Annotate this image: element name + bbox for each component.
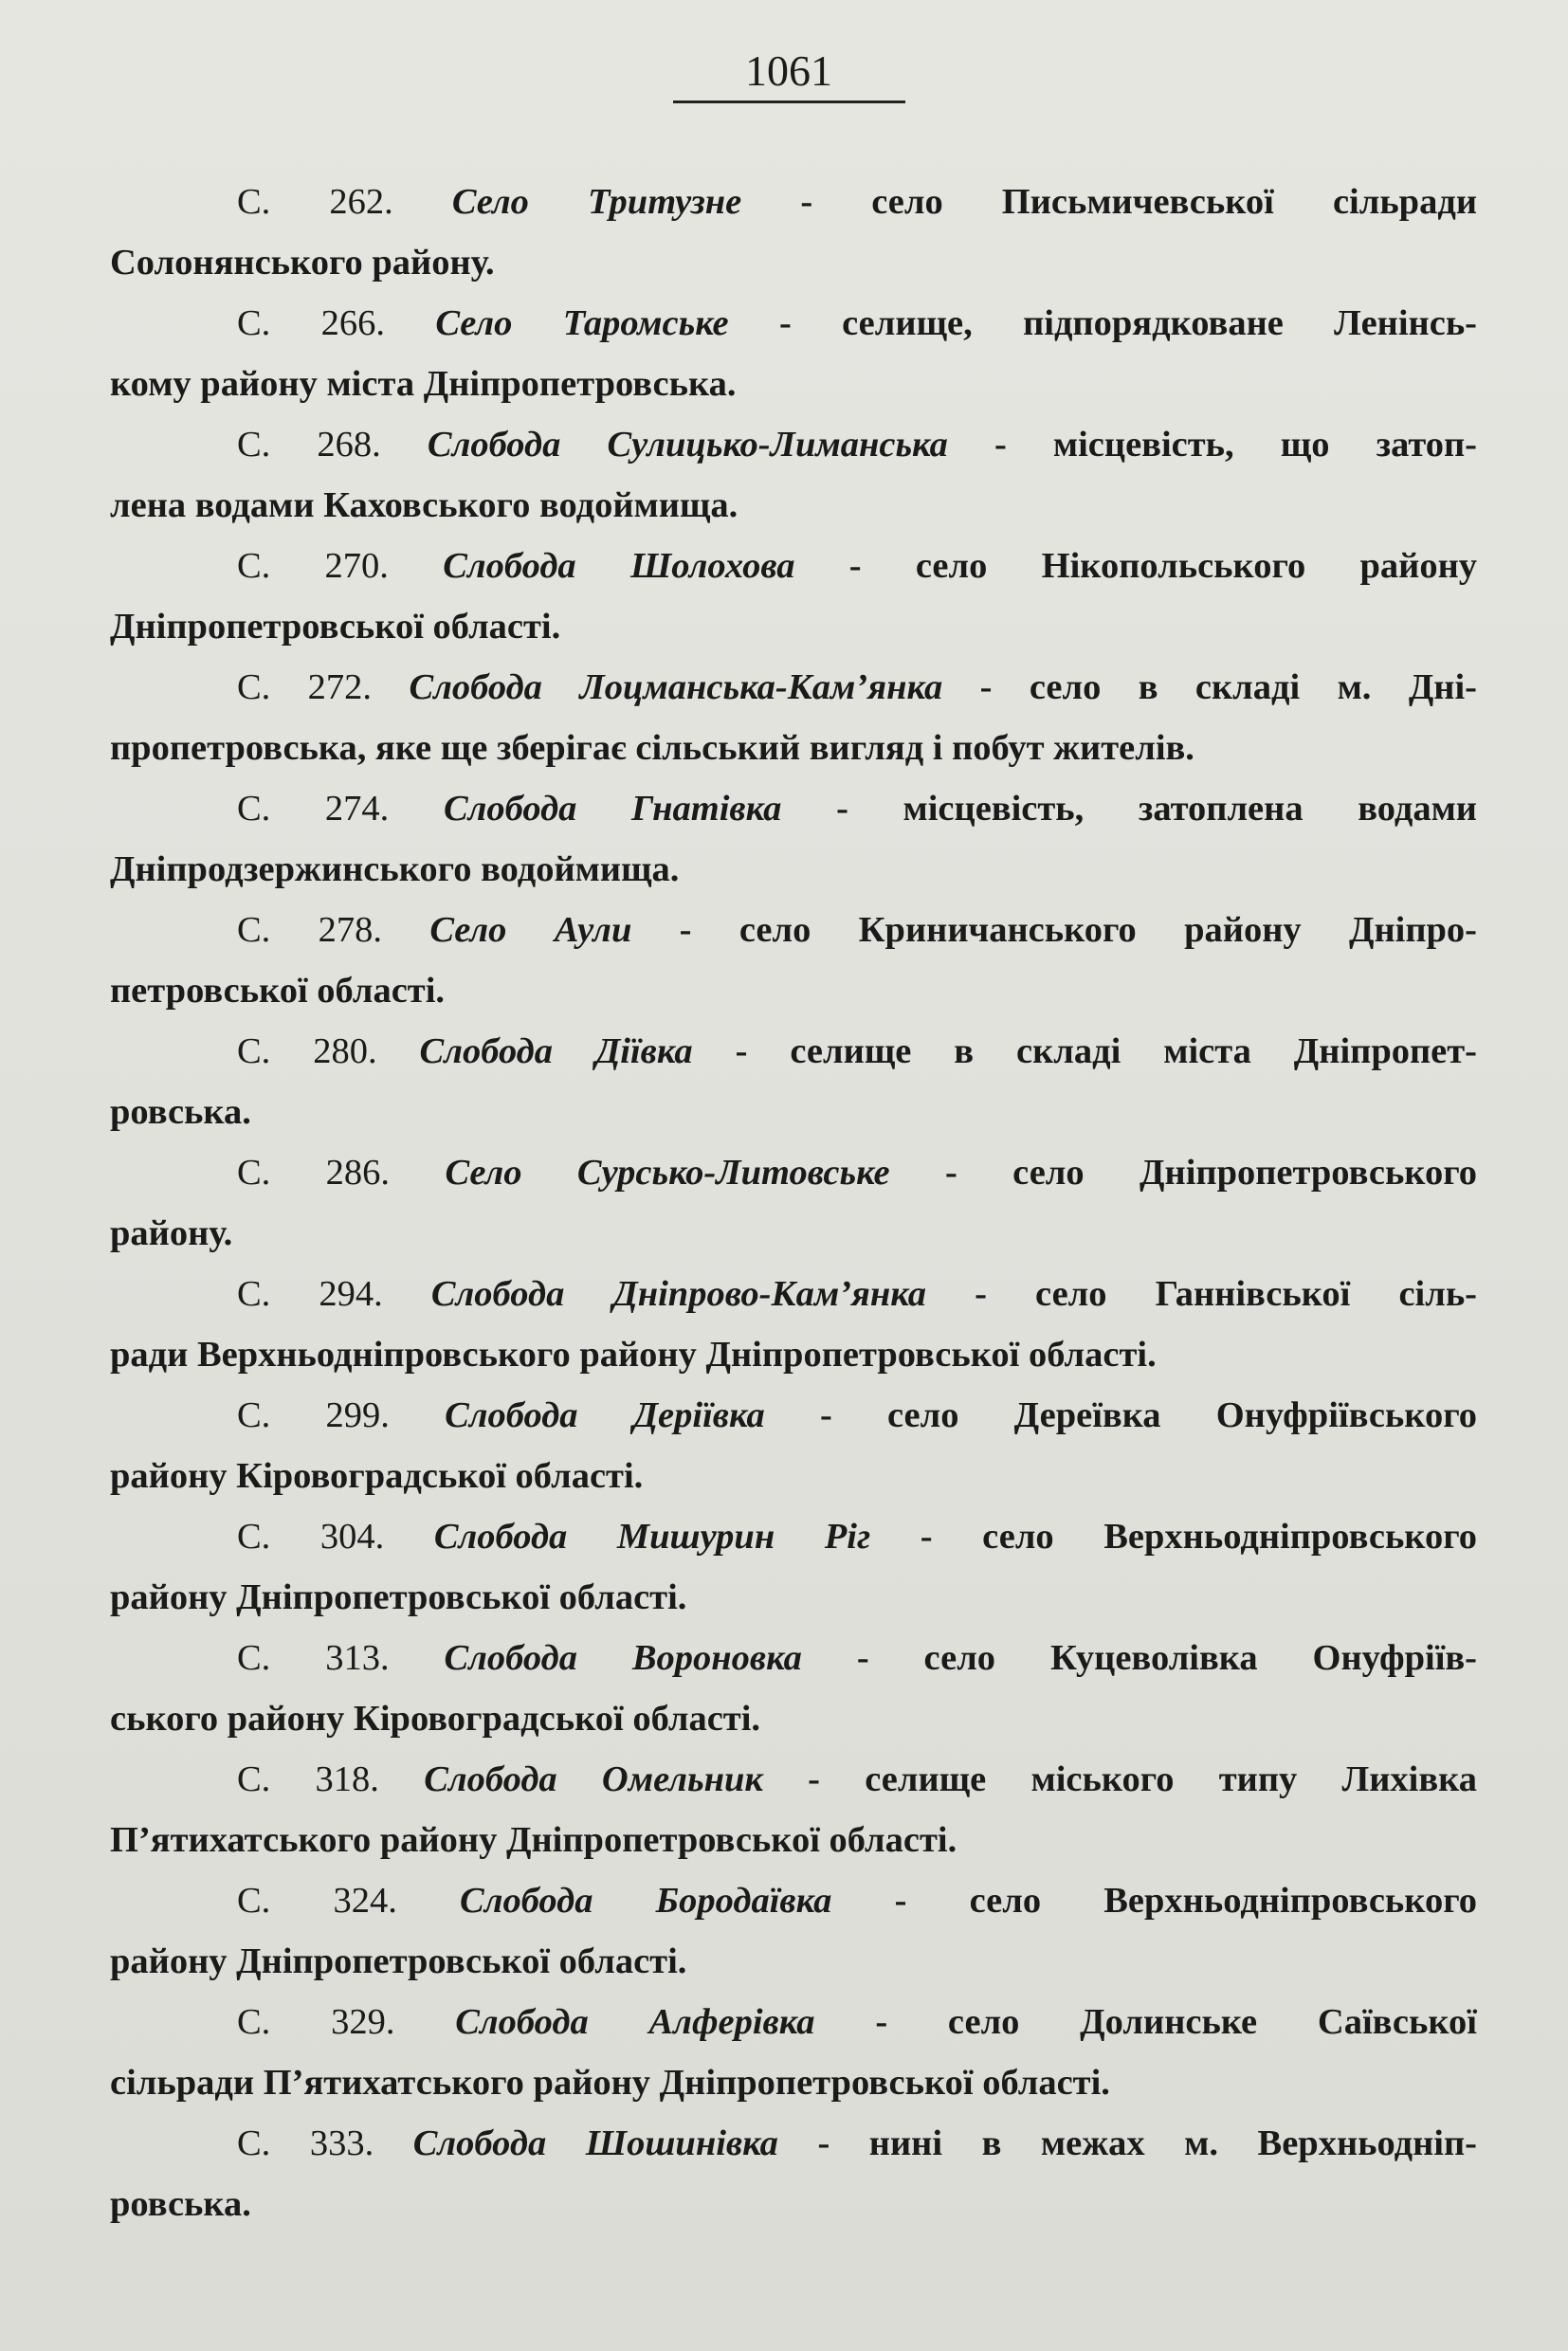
entry-first-line bbox=[110, 1993, 1477, 2053]
entry-continuation-line: Солонянського району. bbox=[110, 242, 495, 282]
entry bbox=[110, 2114, 1477, 2234]
page-number-rule bbox=[673, 100, 905, 103]
entry-place-name: Слобода Алферівка bbox=[455, 2002, 815, 2042]
entry-first-line bbox=[110, 537, 1477, 597]
entry bbox=[110, 1507, 1477, 1628]
entry-page-ref: С. 266. bbox=[237, 303, 385, 343]
entry-place-name: Слобода Бородаївка bbox=[460, 1881, 832, 1921]
entry bbox=[110, 415, 1477, 536]
entry-page-ref: С. 333. bbox=[237, 2123, 374, 2163]
page-number: 1061 bbox=[745, 46, 832, 95]
entry-place-name: Слобода Діївка bbox=[419, 1031, 693, 1071]
entry-description: - село Нікопольського району bbox=[794, 546, 1477, 586]
entry-description: - село Куцеволівка Онуфріїв- bbox=[801, 1638, 1478, 1678]
entry-place-name: Слобода Деріївка bbox=[445, 1395, 765, 1435]
entry-description: - село в складі м. Дні- bbox=[942, 667, 1478, 707]
entry-continuation-line: Дніпропетровської області. bbox=[110, 606, 561, 647]
entry-continuation-line: району. bbox=[110, 1212, 233, 1253]
entry-page-ref: С. 329. bbox=[237, 2002, 395, 2042]
entry-place-name: Слобода Лоцманська-Кам’янка bbox=[409, 667, 943, 707]
entry-page-ref: С. 324. bbox=[237, 1881, 397, 1921]
entry-continuation-line: петровської області. bbox=[110, 970, 446, 1011]
entry-place-name: Слобода Омельник bbox=[424, 1759, 763, 1799]
entry bbox=[110, 294, 1477, 414]
entry-place-name: Слобода Сулицько-Лиманська bbox=[427, 425, 948, 465]
entry-description: - село Письмичевської сільради bbox=[741, 182, 1478, 222]
entry-first-line bbox=[110, 779, 1477, 840]
entry-page-ref: С. 268. bbox=[237, 425, 381, 465]
entry-continuation-line: ровська. bbox=[110, 2183, 251, 2224]
entry bbox=[110, 173, 1477, 293]
entry-first-line bbox=[110, 1629, 1477, 1689]
entry-first-line bbox=[110, 901, 1477, 961]
entry-page-ref: С. 270. bbox=[237, 546, 389, 586]
entry-first-line bbox=[110, 1265, 1477, 1325]
entry-description: - місцевість, затоплена водами bbox=[781, 789, 1477, 829]
entry-page-ref: С. 318. bbox=[237, 1759, 379, 1799]
entry-first-line bbox=[110, 1386, 1477, 1447]
entry-first-line bbox=[110, 294, 1477, 355]
entry bbox=[110, 1386, 1477, 1506]
entry-first-line bbox=[110, 173, 1477, 233]
entry-description: - селище, підпорядковане Ленінсь- bbox=[728, 303, 1478, 343]
entry-continuation-line: ради Верхньодніпровського району Дніпропетровської області. bbox=[110, 1334, 1157, 1375]
entry-page-ref: С. 274. bbox=[237, 789, 390, 829]
entry bbox=[110, 1143, 1477, 1264]
entry bbox=[110, 901, 1477, 1021]
entry-description: - селище в складі міста Дніпропет- bbox=[692, 1031, 1477, 1071]
entry-description: - село Верхньодніпровського bbox=[870, 1517, 1478, 1557]
entry-place-name: Село Тритузне bbox=[451, 182, 742, 222]
entry bbox=[110, 1265, 1477, 1385]
entry-page-ref: С. 280. bbox=[237, 1031, 377, 1071]
entry-first-line bbox=[110, 1022, 1477, 1083]
entry-continuation-line: П’ятихатського району Дніпропетровської області. bbox=[110, 1819, 957, 1860]
entry-description: - село Ганнівської сіль- bbox=[926, 1274, 1478, 1314]
entry-description: - село Криничанського району Дніпро- bbox=[631, 910, 1477, 950]
entry-first-line bbox=[110, 1750, 1477, 1811]
entry-place-name: Село Таромське bbox=[435, 303, 729, 343]
entry bbox=[110, 658, 1477, 778]
entry-first-line bbox=[110, 1871, 1477, 1932]
entry-place-name: Слобода Дніпрово-Кам’янка bbox=[430, 1274, 927, 1314]
entry-first-line bbox=[110, 658, 1477, 719]
entry bbox=[110, 1871, 1477, 1992]
entry-continuation-line: ровська. bbox=[110, 1091, 251, 1132]
entry-description: - село Дніпропетровського bbox=[889, 1153, 1478, 1193]
entry-continuation-line: кому району міста Дніпропетровська. bbox=[110, 363, 737, 404]
entry-page-ref: С. 286. bbox=[237, 1153, 391, 1193]
entry bbox=[110, 1022, 1477, 1142]
entry-place-name: Слобода Шошинівка bbox=[412, 2123, 778, 2163]
entry-first-line bbox=[110, 2114, 1477, 2175]
entry bbox=[110, 1993, 1477, 2113]
entry-place-name: Слобода Вороновка bbox=[444, 1638, 802, 1678]
entry-description: - селище міського типу Лихівка bbox=[762, 1759, 1478, 1799]
entry-page-ref: С. 262. bbox=[237, 182, 393, 222]
entry-first-line bbox=[110, 1507, 1477, 1568]
entry-description: - місцевість, що затоп- bbox=[947, 425, 1477, 465]
entry-place-name: Село Сурсько-Литовське bbox=[445, 1153, 890, 1193]
entry-place-name: Слобода Гнатівка bbox=[443, 789, 782, 829]
entry-continuation-line: району Дніпропетровської області. bbox=[110, 1941, 687, 1981]
entry-place-name: Слобода Шолохова bbox=[443, 546, 795, 586]
entry-continuation-line: лена водами Каховського водоймища. bbox=[110, 484, 738, 525]
entry-continuation-line: району Дніпропетровської області. bbox=[110, 1576, 687, 1617]
entry-page-ref: С. 313. bbox=[237, 1638, 390, 1678]
entry-place-name: Слобода Мишурин Ріг bbox=[433, 1517, 871, 1557]
entry-page-ref: С. 278. bbox=[237, 910, 382, 950]
entry-continuation-line: ського району Кіровоградської області. bbox=[110, 1698, 761, 1739]
entry bbox=[110, 1750, 1477, 1870]
entry-first-line bbox=[110, 1143, 1477, 1204]
entry-page-ref: С. 299. bbox=[237, 1395, 390, 1435]
entries-list bbox=[110, 173, 1477, 2235]
entry-continuation-line: Дніпродзержинського водоймища. bbox=[110, 848, 680, 889]
entry-description: - село Дереївка Онуфріївського bbox=[764, 1395, 1477, 1435]
entry-description: - село Верхньодніпровського bbox=[831, 1881, 1477, 1921]
entry bbox=[110, 779, 1477, 900]
entry-continuation-line: району Кіровоградської області. bbox=[110, 1455, 644, 1496]
entry-description: - село Долинське Саївської bbox=[814, 2002, 1477, 2042]
entry-first-line bbox=[110, 415, 1477, 476]
entry bbox=[110, 1629, 1477, 1749]
entry bbox=[110, 537, 1477, 657]
entry-continuation-line: пропетровська, яке ще зберігає сільський вигляд і побут жителів. bbox=[110, 727, 1194, 768]
entry-place-name: Село Аули bbox=[429, 910, 632, 950]
entry-page-ref: С. 294. bbox=[237, 1274, 383, 1314]
entry-page-ref: С. 304. bbox=[237, 1517, 385, 1557]
entry-continuation-line: сільради П’ятихатського району Дніпропетровської області. bbox=[110, 2062, 1110, 2103]
entry-description: - нині в межах м. Верхньодніп- bbox=[777, 2123, 1477, 2163]
entry-page-ref: С. 272. bbox=[237, 667, 373, 707]
